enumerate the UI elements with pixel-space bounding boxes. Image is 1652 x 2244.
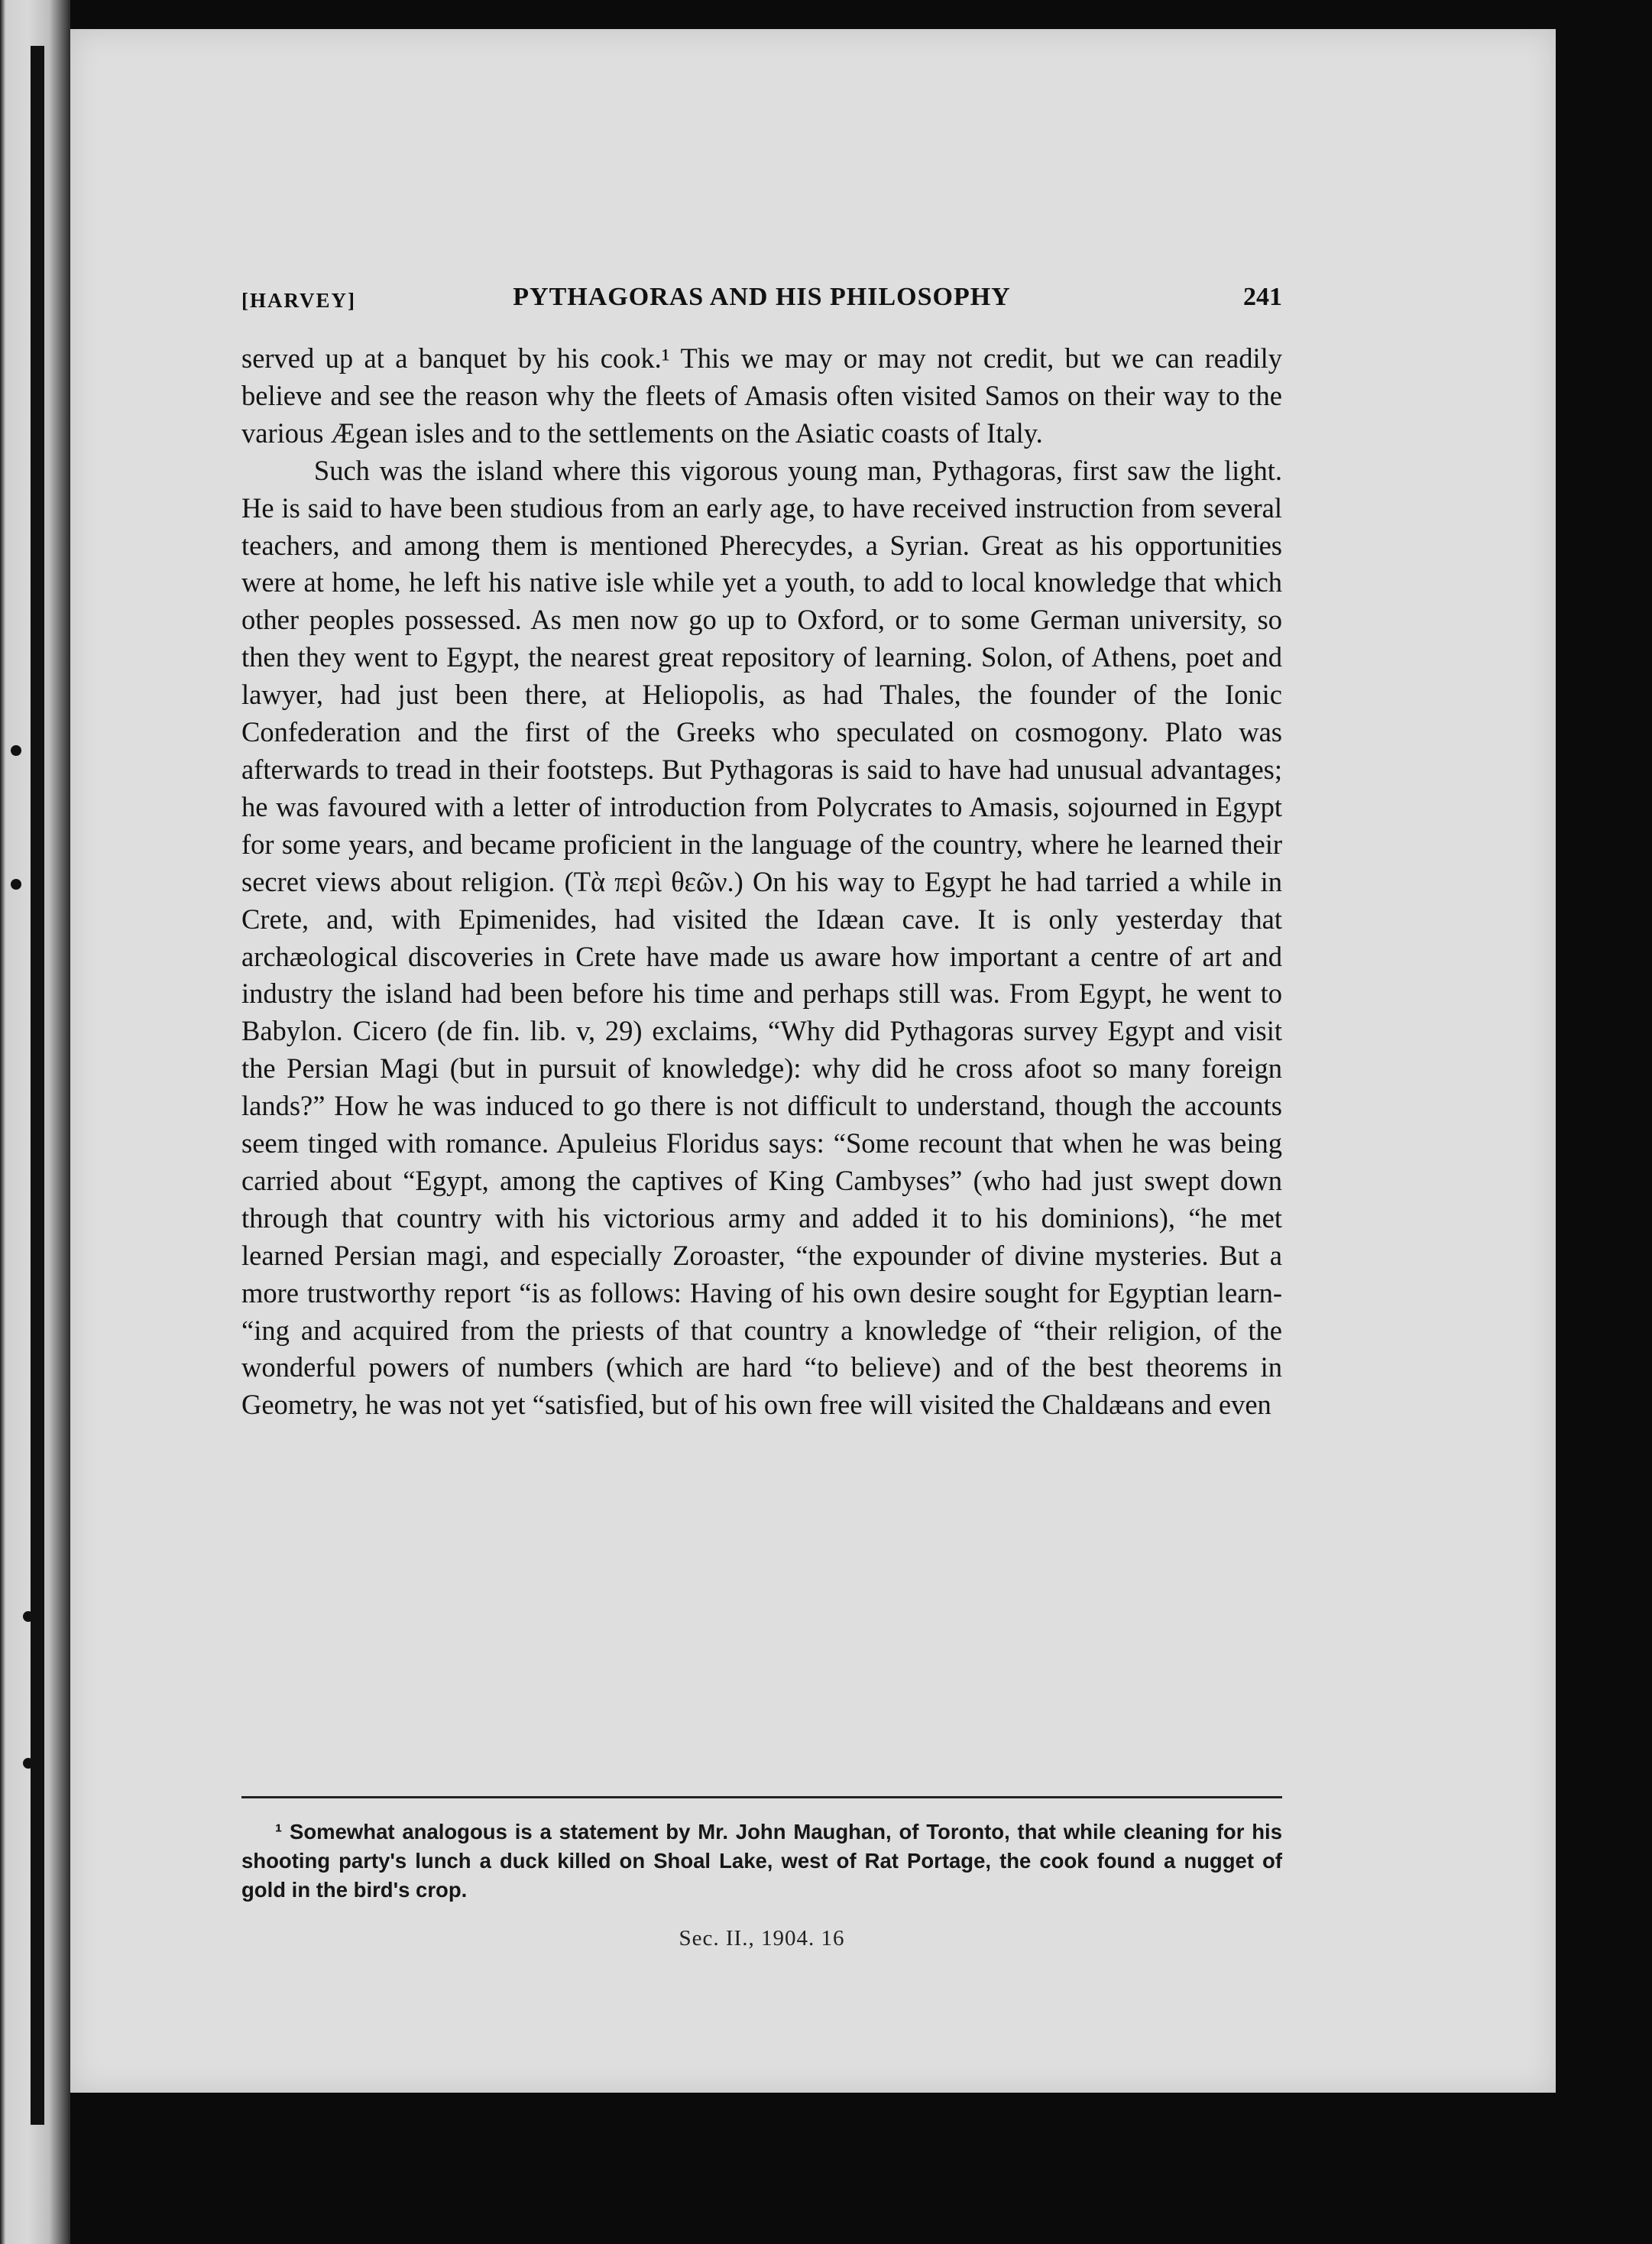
signature-mark: Sec. II., 1904. 16 — [679, 1926, 845, 1951]
margin-mark — [23, 1758, 34, 1769]
running-head-author: [HARVEY] — [241, 289, 357, 312]
paragraph: Such was the island where this vigorous young man, Pythagoras, first saw the light. He is said to have been studious from an early age, to have received instruction from several teachers, and among them is mentioned Pherecydes, a Syrian. Great as his opportunities were at home, he left his native isle while yet a youth, to add to local knowledge that which other peoples possessed. As men now go up to Oxford, or to some German university, so then they went to Egypt, the nearest great repository of learning. Solon, of Athens, poet and lawyer, had just been there, at Heliopolis, as had Thales, the founder of the Ionic Confederation and the first of the Greeks who speculated on cosmogony. Plato was afterwards to tread in their footsteps. But Pythagoras is said to have had unusual advantages; he was favoured with a letter of introduction from Polycrates to Amasis, sojourned in Egypt for some years, and became proficient in the language of the country, where he learned their secret views about religion. (Τὰ περὶ θεῶν.) On his way to Egypt he had tarried a while in Crete, and, with Epimenides, had visited the Idæan cave. It is only yesterday that archæological discoveries in Crete have made us aware how important a centre of art and industry the island had been before his time and perhaps still was. From Egypt, he went to Babylon. Cicero (de fin. lib. v, 29) exclaims, “Why did Pythagoras survey Egypt and visit the Persian Magi (but in pursuit of knowledge): why did he cross afoot so many foreign lands?” How he was induced to go there is not difficult to understand, though the accounts seem tinged with romance. Apuleius Floridus says: “Some recount that when he was being carried about “Egypt, among the captives of King Cambyses” (who had just swept down through that country with his victorious army and added it to his dominions), “he met learned Persian magi, and especially Zoroaster, “the expounder of divine mysteries. But a more trustworthy report “is as follows: Having of his own desire sought for Egyptian learn- “ing and acquired from the priests of that country a knowledge of “their religion, of the wonderful powers of numbers (which are hard “to believe) and of the best theorems in Geometry, he was not yet “satisfied, but of his own free will visited the Chaldæans and even — [241, 454, 1282, 1421]
margin-mark — [23, 1611, 34, 1622]
binding-shadow — [31, 46, 44, 2125]
margin-mark — [11, 879, 21, 890]
footnote-rule — [241, 1796, 1282, 1798]
footnote-text: ¹ Somewhat analogous is a statement by Mr. John Maughan, of Toronto, that while cleaning for his shooting party's lunch a duck killed on Shoal Lake, west of Rat Portage, the cook found a nugget of gold in the bird's crop. — [241, 1820, 1282, 1902]
footnote — [241, 1818, 1282, 1905]
running-head — [241, 283, 1282, 321]
running-head-title: PYTHAGORAS AND HIS PHILOSOPHY — [513, 283, 1011, 311]
paragraph: served up at a banquet by his cook.¹ This we may or may not credit, but we can readily believe and see the reason why the fleets of Amasis often visited Samos on their way to the various Ægean isles and to the settlements on the Asiatic coasts of Italy. — [241, 342, 1282, 449]
margin-mark — [11, 745, 21, 756]
page-number: 241 — [1243, 283, 1282, 311]
body-text — [241, 340, 1282, 1424]
